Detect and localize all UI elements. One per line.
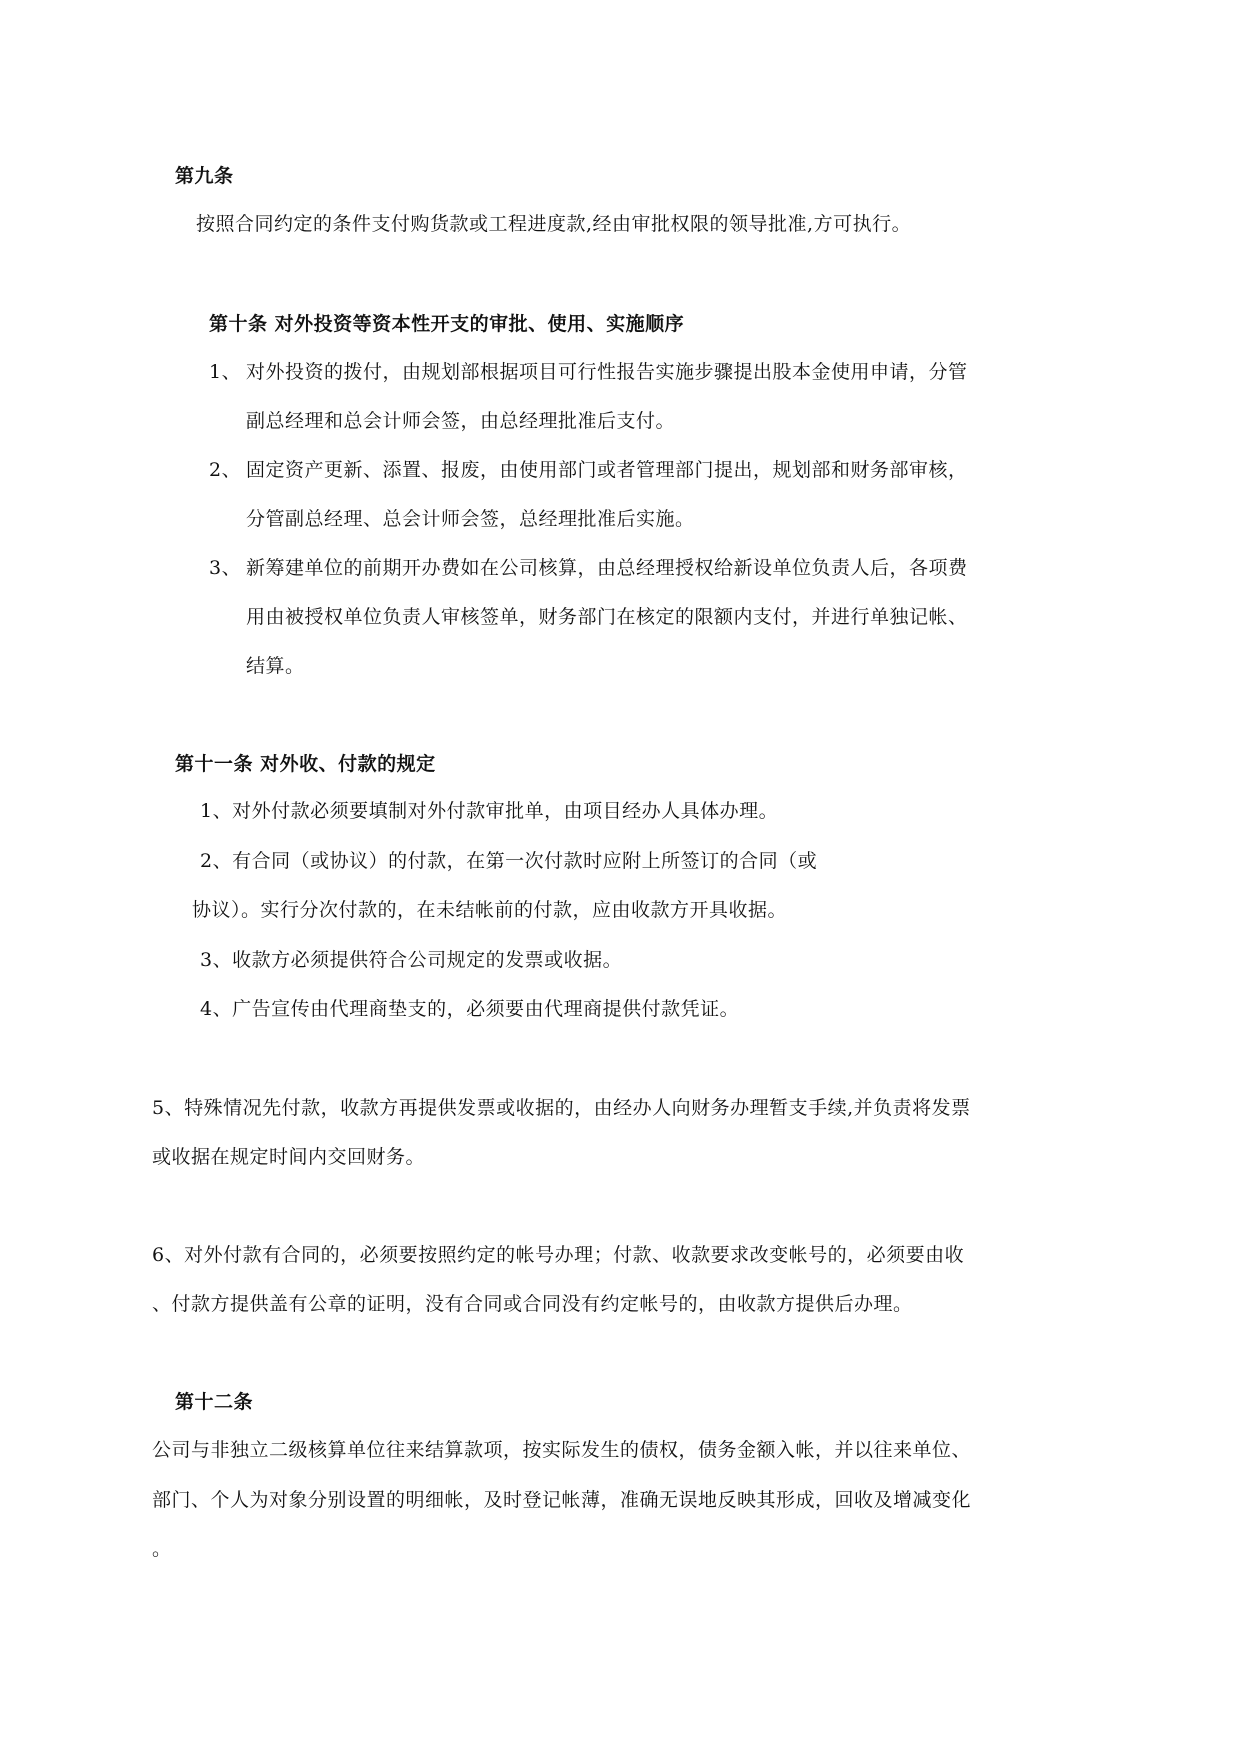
article-11-line-4: 3、收款方必须提供符合公司规定的发票或收据。 <box>200 949 623 971</box>
article-10-item-2-line-2: 分管副总经理、总会计师会签，总经理批准后实施。 <box>246 508 695 530</box>
article-11-item-6-line-2: 、付款方提供盖有公章的证明，没有合同或合同没有约定帐号的，由收款方提供后办理。 <box>152 1293 913 1315</box>
article-11-line-2: 2、有合同（或协议）的付款，在第一次付款时应附上所签订的合同（或 <box>200 850 818 872</box>
article-10-item-1-line-2: 副总经理和总会计师会签，由总经理批准后支付。 <box>246 410 676 432</box>
article-11-line-1: 1、对外付款必须要填制对外付款审批单，由项目经办人具体办理。 <box>200 800 779 822</box>
article-11-heading: 第十一条 对外收、付款的规定 <box>175 753 436 775</box>
article-12-heading: 第十二条 <box>175 1391 254 1413</box>
article-11-item-6-line-1: 6、对外付款有合同的，必须要按照约定的帐号办理；付款、收款要求改变帐号的，必须要由收 <box>152 1244 965 1266</box>
article-10-item-3-line-2: 用由被授权单位负责人审核签单，财务部门在核定的限额内支付，并进行单独记帐、 <box>246 606 968 628</box>
article-10-item-2-number: 2、 <box>209 459 242 481</box>
article-11-item-5-line-2: 或收据在规定时间内交回财务。 <box>152 1146 426 1168</box>
article-11-line-5: 4、广告宣传由代理商垫支的，必须要由代理商提供付款凭证。 <box>200 998 740 1020</box>
article-10-heading: 第十条 对外投资等资本性开支的审批、使用、实施顺序 <box>209 313 685 335</box>
article-11-line-3: 协议）。实行分次付款的，在未结帐前的付款，应由收款方开具收据。 <box>192 899 788 921</box>
article-12-line-3: 。 <box>152 1538 172 1560</box>
article-10-item-2-line-1: 固定资产更新、添置、报废，由使用部门或者管理部门提出，规划部和财务部审核， <box>246 459 968 481</box>
article-12-line-2: 部门、个人为对象分别设置的明细帐，及时登记帐薄，准确无误地反映其形成，回收及增减变化 <box>152 1489 972 1511</box>
article-10-item-1-line-1: 对外投资的拨付，由规划部根据项目可行性报告实施步骤提出股本金使用申请，分管 <box>246 361 968 383</box>
article-9-heading: 第九条 <box>175 165 234 187</box>
article-10-item-3-number: 3、 <box>209 557 242 579</box>
article-12-line-1: 公司与非独立二级核算单位往来结算款项，按实际发生的债权，债务金额入帐，并以往来单位、 <box>152 1439 972 1461</box>
article-9-body: 按照合同约定的条件支付购货款或工程进度款,经由审批权限的领导批准,方可执行。 <box>196 213 912 235</box>
article-11-item-5-line-1: 5、特殊情况先付款，收款方再提供发票或收据的，由经办人向财务办理暂支手续,并负责将发票 <box>152 1097 971 1119</box>
article-10-item-3-line-3: 结算。 <box>246 655 305 677</box>
article-10-item-1-number: 1、 <box>209 361 242 383</box>
article-10-item-3-line-1: 新筹建单位的前期开办费如在公司核算，由总经理授权给新设单位负责人后，各项费 <box>246 557 968 579</box>
